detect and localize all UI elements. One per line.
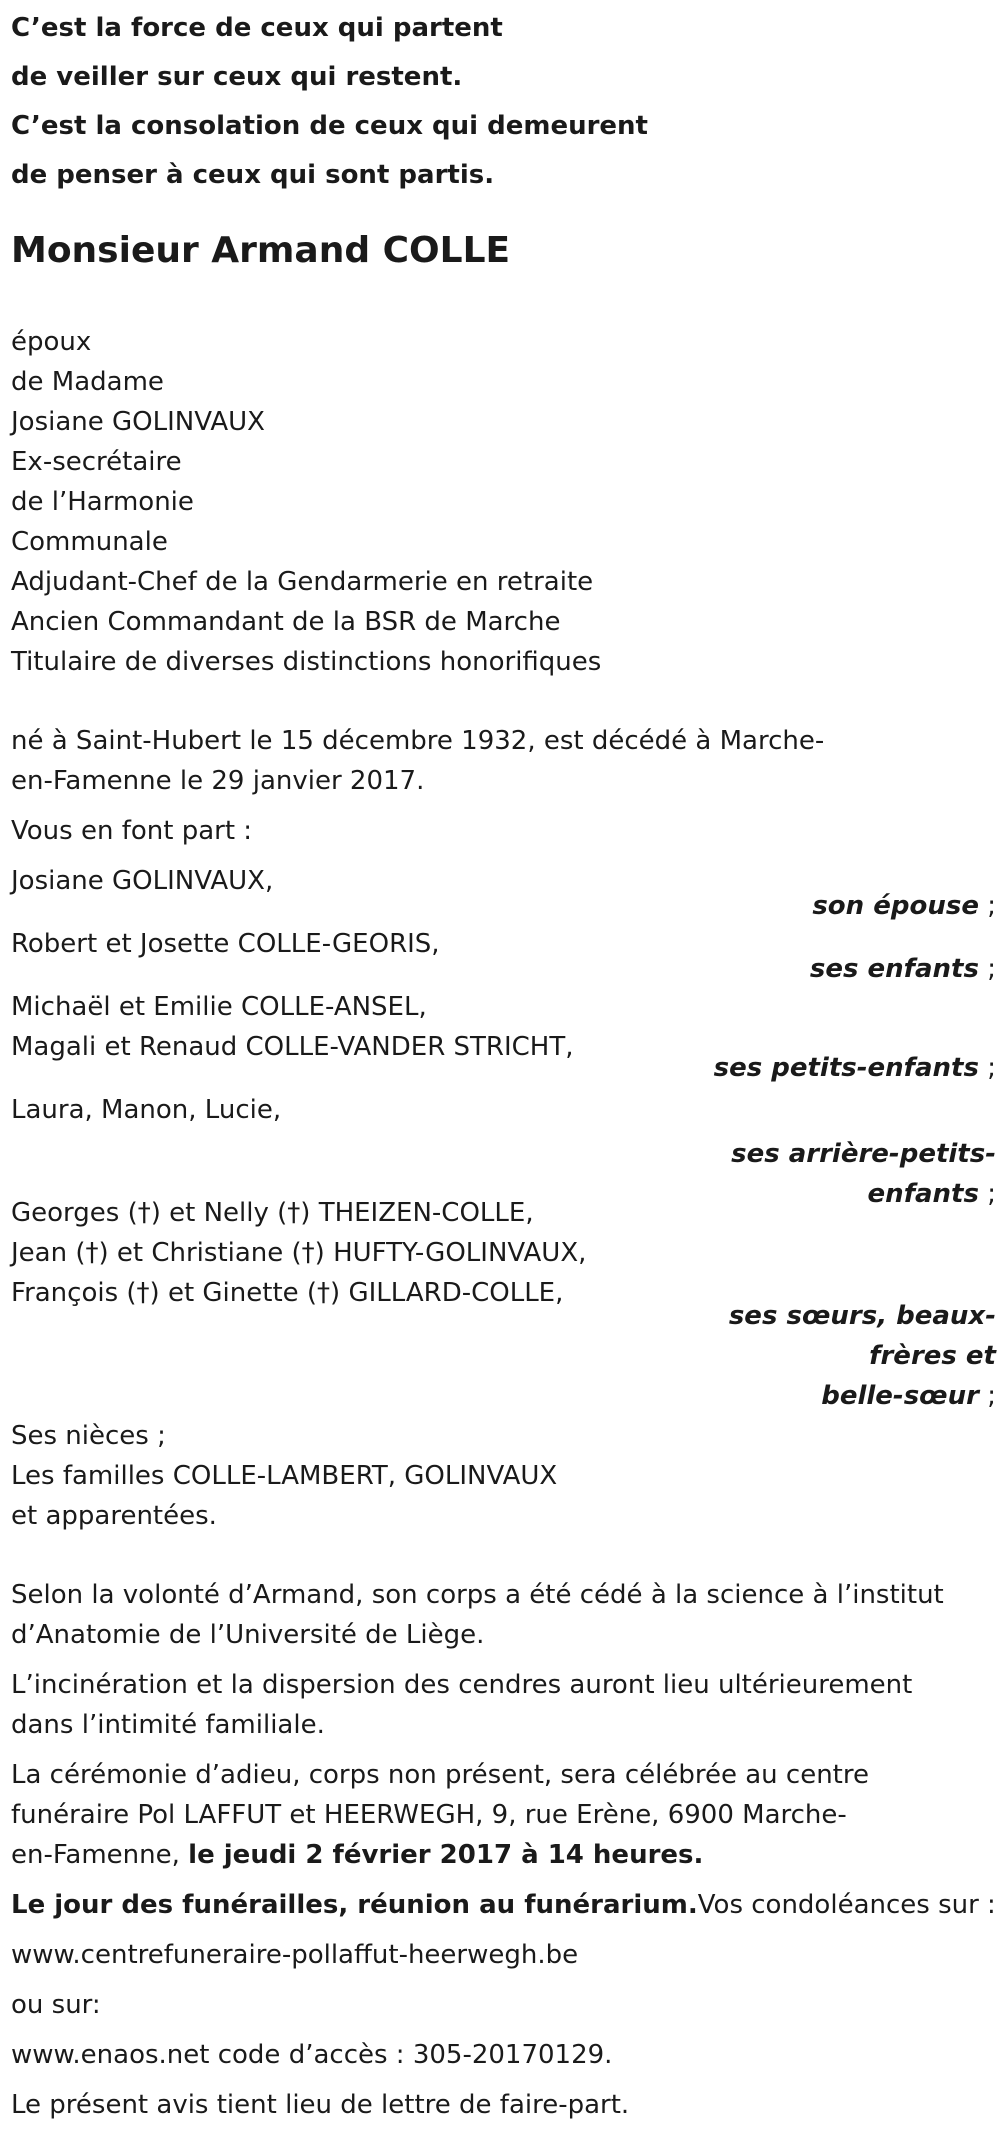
paragraph-line: Selon la volonté d’Armand, son corps a été cédé à la science à l’institut: [11, 1580, 944, 1610]
deceased-name: Monsieur Armand COLLE: [11, 230, 511, 271]
relation-line: ses enfants: [809, 954, 979, 984]
or-text: [11, 1985, 986, 2025]
family-relation: [810, 949, 996, 989]
paragraph-line: funéraire Pol LAFFUT et HEERWEGH, 9, rue Erène, 6900 Marche-: [11, 1800, 847, 1830]
family-relation: [812, 886, 996, 926]
relation-semicolon: ;: [978, 1053, 996, 1083]
epitaph-quote: [11, 4, 648, 200]
title-line: Ex-secrétaire: [11, 447, 182, 477]
birth-death-info: [11, 721, 991, 801]
title-line: Josiane GOLINVAUX: [11, 407, 265, 437]
paragraph-line: dans l’intimité familiale.: [11, 1710, 325, 1740]
title-line: Titulaire de diverses distinctions honorifiques: [11, 647, 602, 677]
family-name: François (†) et Ginette (†) GILLARD-COLLE,: [11, 1278, 564, 1308]
family-entry-children: [11, 924, 996, 984]
quote-line: C’est la force de ceux qui partent: [11, 13, 503, 43]
website-link[interactable]: www.centrefuneraire-pollaffut-heerwegh.be: [11, 1940, 579, 1970]
closing-line: Le présent avis tient lieu de lettre de faire-part.: [11, 2090, 630, 2120]
relation-semicolon: ;: [978, 1179, 996, 1209]
title-line: de l’Harmonie: [11, 487, 194, 517]
condolences-label: Vos condoléances sur :: [697, 1890, 996, 1920]
family-name: Josiane GOLINVAUX,: [11, 866, 274, 896]
closing-text: [11, 2085, 986, 2125]
relatives-line: Ses nièces ;: [11, 1421, 166, 1451]
quote-line: C’est la consolation de ceux qui demeurent: [11, 111, 648, 141]
funeral-day-text: [11, 1885, 996, 1925]
birth-death-line: né à Saint-Hubert le 15 décembre 1932, est décédé à Marche-: [11, 726, 825, 756]
relation-line: ses sœurs, beaux-: [728, 1301, 996, 1331]
family-name: Jean (†) et Christiane (†) HUFTY-GOLINVAUX,: [11, 1238, 587, 1268]
paragraph-line: en-Famenne,: [11, 1840, 189, 1870]
quote-line: de penser à ceux qui sont partis.: [11, 160, 495, 190]
family-name: Robert et Josette COLLE-GEORIS,: [11, 929, 440, 959]
other-relatives: [11, 1416, 991, 1536]
funeral-day-note: Le jour des funérailles, réunion au funérarium.: [11, 1890, 698, 1920]
cremation-text: [11, 1665, 986, 1745]
relation-line: belle-sœur: [821, 1381, 979, 1411]
title-line: Ancien Commandant de la BSR de Marche: [11, 607, 561, 637]
relation-semicolon: ;: [978, 891, 996, 921]
paragraph-line: L’incinération et la dispersion des cendres auront lieu ultérieurement: [11, 1670, 913, 1700]
relatives-line: et apparentées.: [11, 1501, 217, 1531]
family-name: Laura, Manon, Lucie,: [11, 1095, 282, 1125]
relation-semicolon: ;: [978, 954, 996, 984]
family-name: Michaël et Emilie COLLE-ANSEL,: [11, 992, 427, 1022]
website-secondary: [11, 2035, 986, 2075]
relation-line: son épouse: [812, 891, 979, 921]
family-entry-siblings: [11, 1193, 996, 1411]
title-line: époux: [11, 327, 92, 357]
family-entry-spouse: [11, 861, 996, 921]
relation-line: frères et: [869, 1341, 996, 1371]
relatives-line: Les familles COLLE-LAMBERT, GOLINVAUX: [11, 1461, 558, 1491]
birth-death-line: en-Famenne le 29 janvier 2017.: [11, 766, 425, 796]
quote-line: de veiller sur ceux qui restent.: [11, 62, 463, 92]
paragraph-line: La cérémonie d’adieu, corps non présent, sera célébrée au centre: [11, 1760, 869, 1790]
ceremony-date: le jeudi 2 février 2017 à 14 heures.: [188, 1840, 704, 1870]
paragraph-line: d’Anatomie de l’Université de Liège.: [11, 1620, 485, 1650]
relation-line: ses arrière-petits-: [731, 1139, 996, 1169]
family-relation: [714, 1048, 996, 1088]
title-line: Adjudant-Chef de la Gendarmerie en retraite: [11, 567, 594, 597]
titles-list: [11, 322, 991, 682]
family-relation: [729, 1296, 996, 1416]
website-code-line[interactable]: www.enaos.net code d’accès : 305-20170129.: [11, 2040, 613, 2070]
announce-text: [11, 811, 991, 851]
announce-line: Vous en font part :: [11, 816, 253, 846]
relation-semicolon: ;: [978, 1381, 996, 1411]
family-name: Magali et Renaud COLLE-VANDER STRICHT,: [11, 1032, 574, 1062]
title-line: Communale: [11, 527, 168, 557]
family-entry-great-grandchildren: [11, 1090, 996, 1209]
relation-line: ses petits-enfants: [713, 1053, 979, 1083]
title-line: de Madame: [11, 367, 164, 397]
family-name: Georges (†) et Nelly (†) THEIZEN-COLLE,: [11, 1198, 534, 1228]
ceremony-text: [11, 1755, 986, 1875]
family-entry-grandchildren: [11, 987, 996, 1083]
or-label: ou sur:: [11, 1990, 101, 2020]
website-primary: [11, 1935, 986, 1975]
relation-line: enfants: [867, 1179, 979, 1209]
science-donation-text: [11, 1575, 986, 1655]
